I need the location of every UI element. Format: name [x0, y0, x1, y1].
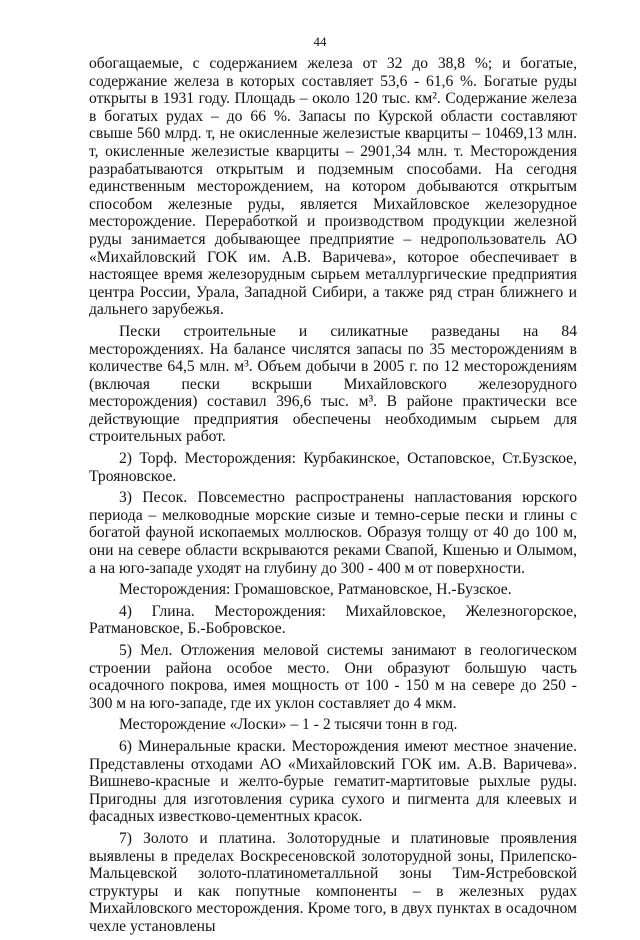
paragraph: 5) Мел. Отложения меловой системы занимают в геологическом строении района особое место. Они образуют большую часть осадочного покрова, имея мощность от 100 - 150 м на севере до 250 - 300 м на юго-западе, где их уклон составляет до 4 мкм. — [89, 642, 577, 712]
paragraph: Месторождение «Лоски» – 1 - 2 тысячи тонн в год. — [119, 716, 458, 734]
paragraph: 6) Минеральные краски. Месторождения имеют местное значение. Представлены отходами АО «Михайловский ГОК им. А.В. Варичева». Вишнево-красные и желто-бурые гематит-мартитовые рыхлые руды. Пригодны для изготовления сурика сухого и пигмента для клеевых и фасадных известково-цементных красок. — [89, 737, 577, 826]
paragraph: 2) Торф. Месторождения: Курбакинское, Остаповское, Ст.Бузское, Трояновское. — [89, 450, 577, 485]
paragraph: Месторождения: Громашовское, Ратмановское, Н.-Бузское. — [119, 581, 512, 599]
paragraph: Пески строительные и силикатные разведаны на 84 месторождениях. На балансе числятся запасы по 35 месторождениям в количестве 64,5 млн. м³. Объем добычи в 2005 г. по 12 месторождениям (включая пески вскрыши Михайловского железорудного месторождения) составил 396,6 тыс. м³. В районе практически все действующие предприятия обеспечены необходимым сырьем для строительных работ. — [89, 322, 577, 446]
document-body — [89, 55, 577, 940]
paragraph: 4) Глина. Месторождения: Михайловское, Железногорское, Ратмановское, Б.-Бобровское. — [89, 602, 577, 638]
page-number: 44 — [313, 34, 327, 49]
paragraph: 7) Золото и платина. Золоторудные и платиновые проявления выявлены в пределах Воскресеновской золоторудной зоны, Прилепско-Мальцевской золото-платинометалльной зоны Тим-Ястребовской структуры и как попутные компоненты – в железных рудах Михайловского месторождения. Кроме того, в двух пунктах в осадочном чехле установлены — [89, 829, 577, 935]
paragraph: обогащаемые, с содержанием железа от 32 до 38,8 %; и богатые, содержание железа в которых составляет 53,6 - 61,6 %. Богатые руды открыты в 1931 году. Площадь – около 120 тыс. км². Содержание железа в богатых рудах – до 66 %. Запасы по Курской области составляют свыше 560 млрд. т, не окисленные железистые кварциты – 10469,13 млн. т, окисленные железистые кварциты – 2901,34 млн. т. Месторождения разрабатываются открытым и подземным способами. На сегодня единственным месторождением, на котором добываются открытым способом железные руды, является Михайловское железорудное месторождение. Переработкой и производством продукции железной руды занимается добывающее предприятие – недропользователь АО «Михайловский ГОК им. А.В. Варичева», которое обеспечивает в настоящее время железорудным сырьем металлургические предприятия центра России, Урала, Западной Сибири, а также ряд стран ближнего и дальнего зарубежья. — [89, 55, 577, 319]
paragraph: 3) Песок. Повсеместно распространены напластования юрского периода – мелководные морские сизые и темно-серые пески и глины с богатой фауной ископаемых моллюсков. Образуя толщу от 40 до 100 м, они на севере области вскрываются реками Свапой, Кшенью и Олымом, а на юго-западе уходят на глубину до 300 - 400 м от поверхности. — [89, 489, 577, 577]
